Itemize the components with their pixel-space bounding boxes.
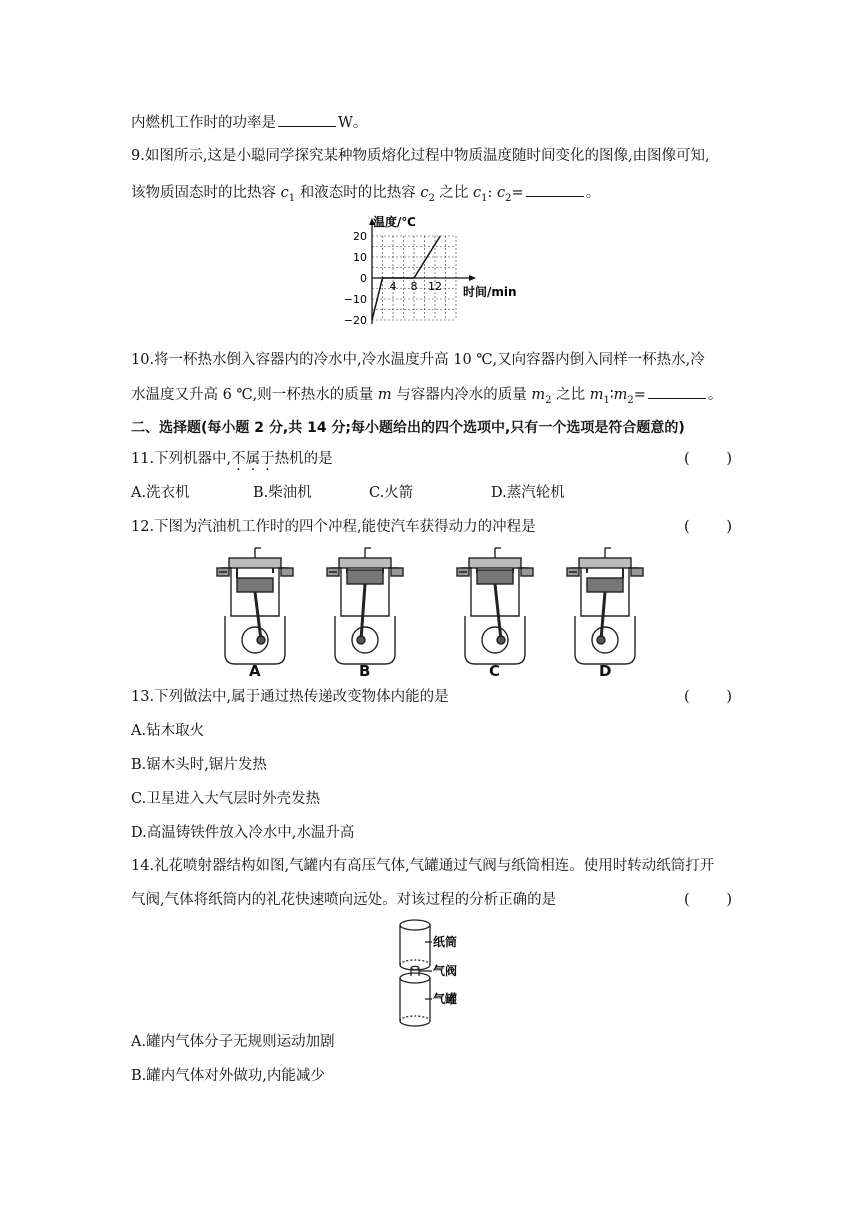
q11-stem-a: 11.下列机器中, [131,451,232,467]
q9-end: 。 [585,185,601,201]
q14-line2: 气阀,气体将纸筒内的礼花快速喷向远处。对该过程的分析正确的是 [131,892,557,908]
emphasis-char: 于 [260,451,275,467]
paren-right: ) [726,451,732,467]
y-tick-label: 20 [353,230,367,243]
q11-answer-paren[interactable] [684,449,732,469]
q12-stem: 12.下图为汽油机工作时的四个冲程,能使汽车获得动力的冲程是 [131,519,536,535]
var-m: m [377,387,392,403]
q11-option-d[interactable]: D.蒸汽轮机 [491,485,565,501]
q11-stem [131,449,333,469]
q10-answer-blank[interactable] [648,384,706,399]
q10-end: 。 [707,387,723,403]
x-tick-label: 12 [428,280,442,293]
ratio-colon: ∶ [609,387,614,403]
q13-option-b[interactable]: B.锯木头时,锯片发热 [131,757,267,773]
q13-option-d[interactable]: D.高温铸铁件放入冷水中,水温升高 [131,825,355,841]
melting-chart [335,214,535,329]
ratio-c1: c [473,185,482,201]
var-c1: c [280,185,289,201]
q9-text-a: 该物质固态时的比热容 [131,185,281,201]
q11-options [131,483,565,503]
label-valve: 气阀 [433,964,458,978]
emphasis-char: 属 [245,451,261,467]
engine-label-c: C [489,662,501,680]
q11-stem-b: 热机的是 [274,451,333,467]
q13-answer-paren[interactable] [684,687,732,707]
y-tick-label: 0 [360,272,367,285]
ratio-sub1: 1 [481,192,488,204]
q14-option-b[interactable]: B.罐内气体对外做功,内能减少 [131,1068,325,1084]
sub-1: 1 [288,192,296,204]
q10-text-c: 之比 [551,387,590,403]
q13-option-a[interactable]: A.钻木取火 [131,723,205,739]
paren-left: ( [684,451,690,467]
ratio-m2: m [613,387,628,403]
q14-answer-paren[interactable] [684,890,732,910]
ratio-colon: : [487,185,498,201]
engine-label-b: B [359,662,371,680]
ratio-m1-sub: 1 [603,394,610,406]
chart-xlabel: 时间/min [463,285,517,299]
y-tick-label: −20 [343,314,367,327]
sub-m2: 2 [545,394,552,406]
y-tick-label: 10 [353,251,367,264]
q10-line1: 10.将一杯热水倒入容器内的冷水中,冷水温度升高 10 ℃,又向容器内倒入同样一杯热水,冷 [131,352,705,368]
chart-axes [369,218,476,324]
ratio-m2-sub: 2 [627,394,634,406]
paren-left: ( [684,519,690,535]
q14-line1: 14.礼花喷射器结构如图,气罐内有高压气体,气罐通过气阀与纸筒相连。使用时转动纸筒打开 [131,858,715,874]
x-tick-label: 4 [389,280,397,293]
q8-text: 内燃机工作时的功率是 [131,115,276,131]
paren-right: ) [726,519,732,535]
x-axis-arrow [469,275,476,281]
q9-line2 [131,182,600,209]
q8-line [131,112,367,133]
ratio-m1: m [589,387,604,403]
q13-stem: 13.下列做法中,属于通过热传递改变物体内能的是 [131,689,449,705]
sub-2: 2 [428,192,435,204]
engine-strokes-figure [215,546,655,682]
ratio-eq: = [511,185,524,201]
q10-text-a: 水温度又升高 6 ℃,则一杯热水的质量 [131,387,378,403]
engine-label-d: D [599,662,612,680]
paren-right: ) [726,689,732,705]
q11-option-c[interactable]: C.火箭 [369,485,414,501]
paren-left: ( [684,892,690,908]
q10-line2 [131,384,722,411]
q8-answer-blank[interactable] [278,112,336,127]
ratio-c2: c [497,185,506,201]
paren-right: ) [726,892,732,908]
section-2-title: 二、选择题(每小题 2 分,共 14 分;每小题给出的四个选项中,只有一个选项是符合题意的) [131,420,685,436]
y-tick-label: −10 [343,293,367,306]
q13-option-c[interactable]: C.卫星进入大气层时外壳发热 [131,791,321,807]
q14-option-a[interactable]: A.罐内气体分子无规则运动加剧 [131,1034,335,1050]
q10-text-b: 与容器内冷水的质量 [391,387,532,403]
q9-text-b: 和液态时的比热容 [295,185,421,201]
ratio-sub2: 2 [505,192,512,204]
chart-ylabel: 温度/℃ [373,215,416,229]
var-m2: m [531,387,546,403]
label-paper-tube: 纸筒 [433,935,458,949]
q9-line1: 9.如图所示,这是小聪同学探究某种物质熔化过程中物质温度随时间变化的图像,由图像可知, [131,148,710,164]
emphasis-char: 不 [231,451,246,467]
q11-option-b[interactable]: B.柴油机 [253,485,312,501]
q9-text-c: 之比 [434,185,474,201]
q12-answer-paren[interactable] [684,517,732,537]
q11-emphasis [231,451,275,467]
q8-unit: W。 [338,115,368,131]
q11-option-a[interactable]: A.洗衣机 [131,485,190,501]
engine-label-a: A [249,662,261,680]
paren-left: ( [684,689,690,705]
q9-answer-blank[interactable] [526,182,584,197]
var-c2: c [420,185,429,201]
label-gas-tank: 气罐 [433,992,458,1006]
ratio-eq: = [633,387,646,403]
x-tick-label: 8 [410,280,418,293]
fireworks-launcher-figure [395,918,495,1033]
